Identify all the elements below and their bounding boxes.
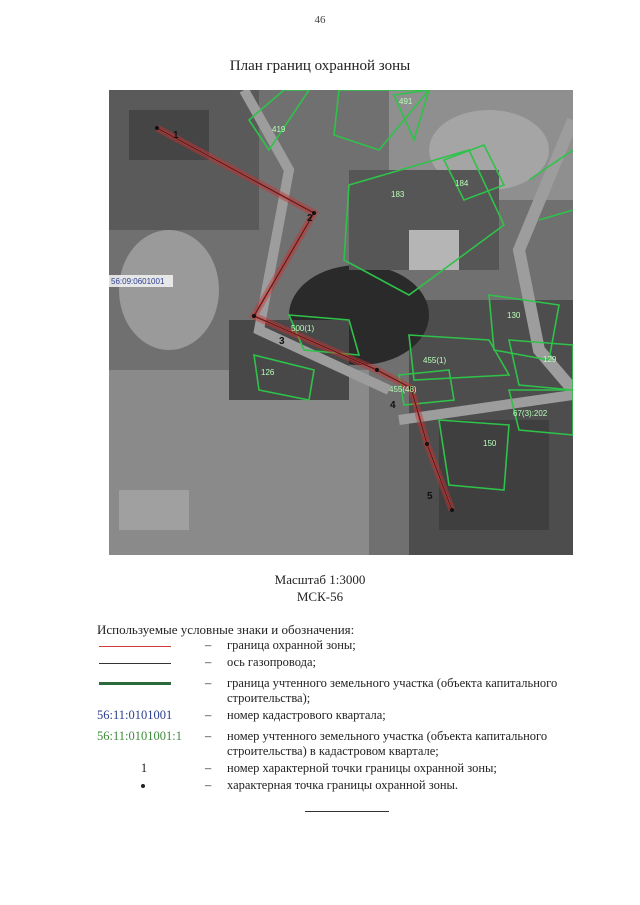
map-svg bbox=[109, 90, 573, 555]
red-line-symbol bbox=[99, 646, 171, 647]
parcel-label: 183 bbox=[391, 190, 405, 199]
parcel-label: 126 bbox=[261, 368, 275, 377]
legend-title: Используемые условные знаки и обозначения: bbox=[97, 622, 355, 637]
footer-divider bbox=[305, 811, 389, 812]
point-label-5: 5 bbox=[427, 491, 433, 502]
page-number: 46 bbox=[314, 14, 326, 26]
point-label-2: 2 bbox=[307, 213, 313, 224]
point-label-3: 3 bbox=[279, 336, 285, 347]
aerial-map bbox=[109, 90, 573, 555]
legend-item-parcel-number: 56:11:0101001:1 – номер учтенного земельного участка (объекта капитального строительства) в кадастровом квартале; bbox=[97, 729, 548, 758]
dot-symbol bbox=[141, 784, 145, 788]
plan-title: План границ охранной зоны bbox=[229, 58, 411, 74]
parcel-label: 129 bbox=[543, 355, 557, 364]
map-scale: Масштаб 1:3000 bbox=[274, 572, 366, 587]
legend-item-point-number: 1 – номер характерной точки границы охранной зоны; bbox=[140, 761, 497, 775]
black-line-symbol bbox=[99, 663, 171, 664]
legend-item-parcel-boundary: – граница учтенного земельного участка (объекта капитального строительства); bbox=[97, 676, 587, 706]
legend-item-quarter-number: 56:11:0101001 – номер кадастрового квартала; bbox=[97, 708, 386, 722]
parcel-label: 184 bbox=[455, 179, 469, 188]
green-line-symbol bbox=[99, 682, 171, 685]
point-label-1: 1 bbox=[173, 130, 179, 141]
parcel-label: 491 bbox=[399, 97, 413, 106]
legend-item-characteristic-point: – характерная точка границы охранной зоны. bbox=[97, 778, 587, 793]
coordinate-system: МСК-56 bbox=[296, 589, 344, 604]
legend-item-zone-boundary: – граница охранной зоны; bbox=[97, 638, 587, 653]
parcel-label: 455(48) bbox=[389, 385, 417, 394]
parcel-label: 455(1) bbox=[423, 356, 447, 365]
point-label-4: 4 bbox=[390, 400, 396, 411]
legend-item-pipeline-axis: – ось газопровода; bbox=[97, 655, 587, 670]
parcel-label: 500(1) bbox=[291, 324, 315, 333]
cadastral-quarter-label: 56:09:0601001 bbox=[111, 277, 165, 286]
parcel-label: 130 bbox=[507, 311, 521, 320]
parcel-label: 150 bbox=[483, 439, 497, 448]
legend bbox=[97, 638, 587, 795]
parcel-label: 67(3):202 bbox=[513, 409, 548, 418]
parcel-label: 419 bbox=[272, 125, 286, 134]
